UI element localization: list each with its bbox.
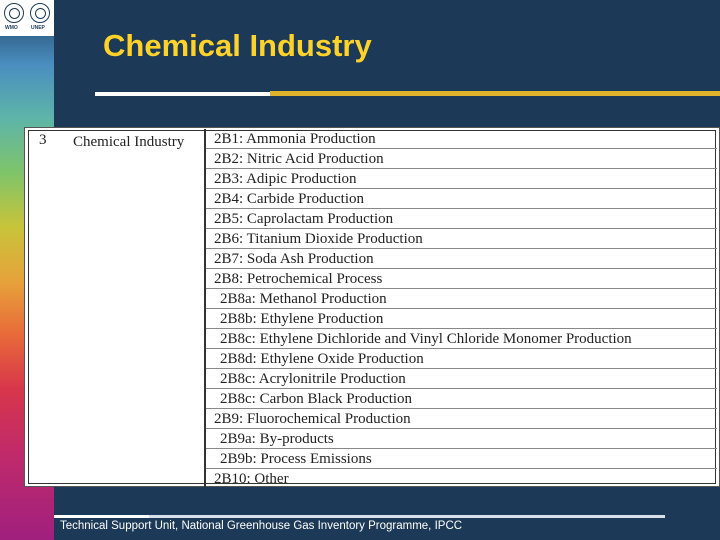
wmo-logo-icon (4, 3, 24, 23)
table-row (205, 289, 717, 309)
title-divider-gold (270, 91, 720, 96)
category-number: 3 (39, 132, 47, 148)
source-code-cell: 2B8b: Ethylene Production (205, 309, 717, 329)
table-row (205, 229, 717, 249)
source-code-cell: 2B9a: By-products (205, 429, 717, 449)
source-code-cell: 2B9b: Process Emissions (205, 449, 717, 469)
source-code-cell: 2B9: Fluorochemical Production (205, 409, 717, 429)
table-row (205, 249, 717, 269)
wmo-logo-label: WMO (5, 25, 18, 31)
table-row (205, 349, 717, 369)
footer-divider-blue (149, 515, 665, 518)
source-code-cell: 2B4: Carbide Production (205, 189, 717, 209)
source-code-cell: 2B8: Petrochemical Process (205, 269, 717, 289)
source-code-cell: 2B3: Adipic Production (205, 169, 717, 189)
table-row (205, 329, 717, 349)
category-name: Chemical Industry (73, 134, 185, 150)
source-code-cell: 2B7: Soda Ash Production (205, 249, 717, 269)
table-row (205, 309, 717, 329)
source-code-rows (205, 129, 717, 488)
unep-logo-label: UNEP (31, 25, 45, 31)
source-code-cell: 2B5: Caprolactam Production (205, 209, 717, 229)
source-code-cell: 2B1: Ammonia Production (205, 129, 717, 149)
table-row (205, 169, 717, 189)
table-row (205, 149, 717, 169)
table-row (205, 129, 717, 149)
slide-title: Chemical Industry (103, 28, 372, 63)
source-code-table (204, 129, 717, 488)
table-row (205, 449, 717, 469)
source-code-cell: 2B8c: Acrylonitrile Production (205, 369, 717, 389)
unep-logo-icon (30, 3, 50, 23)
source-code-cell: 2B8c: Carbon Black Production (205, 389, 717, 409)
category-table-panel (24, 127, 720, 487)
table-row (205, 409, 717, 429)
table-row (205, 429, 717, 449)
source-code-cell: 2B2: Nitric Acid Production (205, 149, 717, 169)
title-divider-white (95, 92, 270, 96)
table-row (205, 209, 717, 229)
table-row (205, 389, 717, 409)
table-row (205, 469, 717, 489)
source-code-cell: 2B8a: Methanol Production (205, 289, 717, 309)
source-code-cell: 2B10: Other (214, 470, 289, 487)
footer-credit: Technical Support Unit, National Greenhouse Gas Inventory Programme, IPCC (60, 520, 463, 532)
source-code-cell: 2B8d: Ethylene Oxide Production (205, 349, 717, 369)
table-row (205, 189, 717, 209)
source-code-cell: 2B8c: Ethylene Dichloride and Vinyl Chloride Monomer Production (205, 329, 717, 349)
footer-divider-white (54, 515, 149, 518)
table-row (205, 369, 717, 389)
source-code-cell: 2B6: Titanium Dioxide Production (205, 229, 717, 249)
table-row (205, 269, 717, 289)
logo-strip (0, 0, 54, 36)
